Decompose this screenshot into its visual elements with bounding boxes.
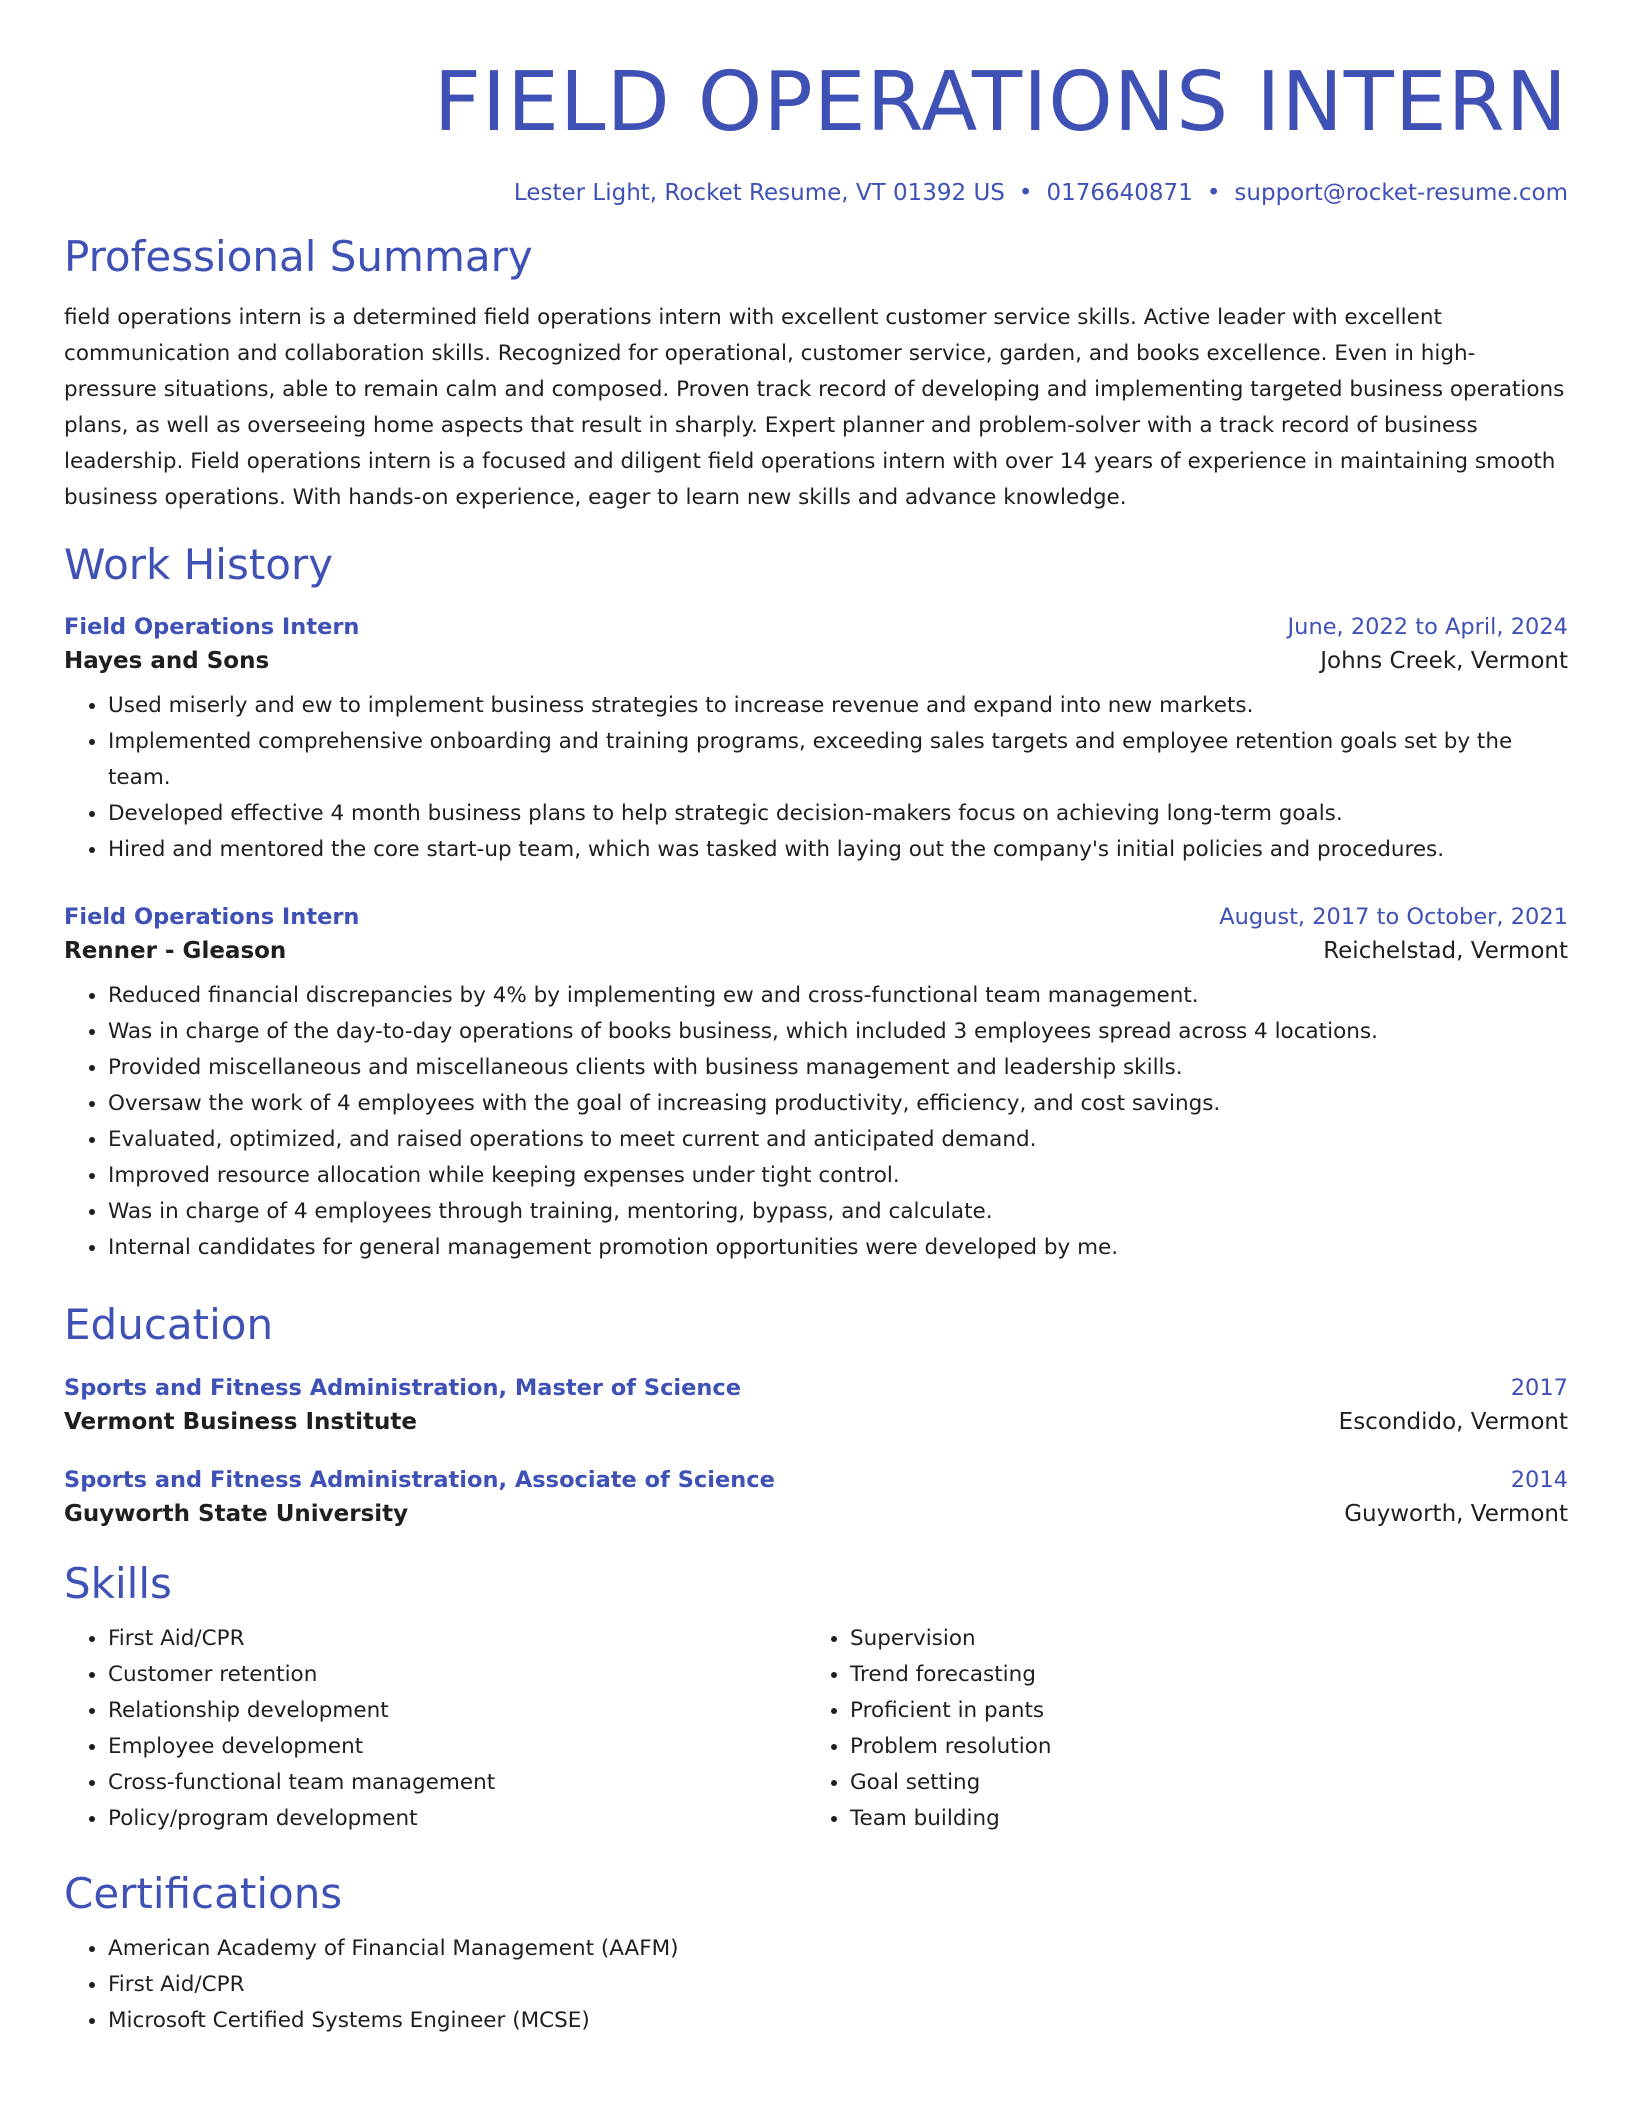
job-title: Field Operations Intern: [64, 614, 360, 641]
contact-separator: •: [1018, 180, 1033, 206]
education-header-row: [64, 1467, 1568, 1493]
skill-item: • Cross-functional team management: [108, 1765, 806, 1801]
skill-item: • Employee development: [108, 1729, 806, 1765]
skill-item: • Relationship development: [108, 1693, 806, 1729]
skill-item: • First Aid/CPR: [108, 1621, 806, 1657]
job-header-row: [64, 904, 1568, 930]
job-bullet: • Evaluated, optimized, and raised operations to meet current and anticipated demand.: [108, 1122, 1568, 1158]
skill-item: • Team building: [850, 1801, 1548, 1837]
contact-line: [64, 180, 1568, 206]
skill-item: • Goal setting: [850, 1765, 1548, 1801]
skill-item: • Supervision: [850, 1621, 1548, 1657]
job-company: Renner - Gleason: [64, 938, 287, 965]
skill-item: • Trend forecasting: [850, 1657, 1548, 1693]
job-bullet: • Internal candidates for general management promotion opportunities were developed by me.: [108, 1230, 1568, 1266]
job-bullet: • Hired and mentored the core start-up team, which was tasked with laying out the company's initial policies and procedures.: [108, 832, 1568, 868]
job-dates: August, 2017 to October, 2021: [1219, 904, 1568, 931]
skill-item: • Policy/program development: [108, 1801, 806, 1837]
job-entry: [64, 614, 1568, 868]
education-header-row: [64, 1375, 1568, 1401]
section-title-skills: Skills: [64, 1558, 172, 1608]
summary-text: field operations intern is a determined field operations intern with excellent customer service skills. Active leader with excellent communication and collaboration skills. Recognized for operational, customer service, garden, and books excellence. Even in high-pressure situations, able to remain calm and composed. Proven track record of developing and implementing targeted business operations plans, as well as overseeing home aspects that result in sharply. Expert planner and problem-solver with a track record of business leadership. Field operations intern is a focused and diligent field operations intern with over 14 years of experience in maintaining smooth business operations. With hands-on experience, eager to learn new skills and advance knowledge.: [64, 305, 1565, 511]
job-company-row: [64, 648, 1568, 674]
contact-email[interactable]: support@rocket-resume.com: [1234, 180, 1568, 206]
job-bullet: • Developed effective 4 month business plans to help strategic decision-makers focus on achieving long-term goals.: [108, 796, 1568, 832]
job-location: Johns Creek, Vermont: [1320, 648, 1568, 675]
education-degree: Sports and Fitness Administration, Associate of Science: [64, 1466, 775, 1493]
skills-columns: [64, 1621, 1568, 1837]
job-bullet: • Was in charge of the day-to-day operations of books business, which included 3 employees spread across 4 locations.: [108, 1014, 1568, 1050]
education-school: Vermont Business Institute: [64, 1408, 417, 1435]
job-bullet: • Was in charge of 4 employees through training, mentoring, bypass, and calculate.: [108, 1194, 1568, 1230]
skills-list-right: [806, 1621, 1548, 1837]
education-school: Guyworth State University: [64, 1500, 409, 1527]
job-bullet: • Reduced financial discrepancies by 4% by implementing ew and cross-functional team management.: [108, 978, 1568, 1014]
education-school-row: [64, 1409, 1568, 1435]
skill-item: • Proficient in pants: [850, 1693, 1548, 1729]
job-bullet: • Provided miscellaneous and miscellaneous clients with business management and leadership skills.: [108, 1050, 1568, 1086]
section-title-work-history: Work History: [64, 540, 334, 590]
skill-item: • Customer retention: [108, 1657, 806, 1693]
certification-item: • American Academy of Financial Management (AAFM): [108, 1931, 1568, 1967]
section-title-summary: Professional Summary: [64, 232, 533, 281]
job-company: Hayes and Sons: [64, 648, 270, 675]
job-bullet: • Oversaw the work of 4 employees with the goal of increasing productivity, efficiency, and cost savings.: [108, 1086, 1568, 1122]
skill-item: • Problem resolution: [850, 1729, 1548, 1765]
job-bullet: • Used miserly and ew to implement business strategies to increase revenue and expand into new markets.: [108, 688, 1568, 724]
certifications-list: [64, 1931, 1568, 2039]
job-dates: June, 2022 to April, 2024: [1287, 614, 1568, 641]
education-location: Escondido, Vermont: [1338, 1408, 1568, 1435]
certification-item: • Microsoft Certified Systems Engineer (MCSE): [108, 2003, 1568, 2039]
education-year: 2014: [1510, 1466, 1568, 1493]
education-degree: Sports and Fitness Administration, Master of Science: [64, 1374, 741, 1401]
contact-separator: •: [1206, 180, 1221, 206]
job-bullet: • Implemented comprehensive onboarding and training programs, exceeding sales targets and employee retention goals set by the team.: [108, 724, 1568, 796]
skills-list-left: [64, 1621, 806, 1837]
section-title-certifications: Certifications: [64, 1868, 343, 1918]
section-title-education: Education: [64, 1300, 274, 1350]
education-school-row: [64, 1501, 1568, 1527]
job-title: Field Operations Intern: [64, 904, 360, 931]
job-bullets: [64, 688, 1568, 868]
education-year: 2017: [1510, 1374, 1568, 1401]
job-location: Reichelstad, Vermont: [1323, 938, 1568, 965]
job-bullet: • Improved resource allocation while keeping expenses under tight control.: [108, 1158, 1568, 1194]
contact-address: Lester Light, Rocket Resume, VT 01392 US: [513, 180, 1005, 206]
certification-item: • First Aid/CPR: [108, 1967, 1568, 2003]
job-bullets: [64, 978, 1568, 1266]
resume-name: FIELD OPERATIONS INTERN: [433, 55, 1568, 150]
contact-phone: 0176640871: [1046, 180, 1193, 206]
job-company-row: [64, 938, 1568, 964]
education-location: Guyworth, Vermont: [1344, 1500, 1568, 1527]
education-entry: [64, 1375, 1568, 1435]
education-entry: [64, 1467, 1568, 1527]
job-header-row: [64, 614, 1568, 640]
job-entry: [64, 904, 1568, 1266]
